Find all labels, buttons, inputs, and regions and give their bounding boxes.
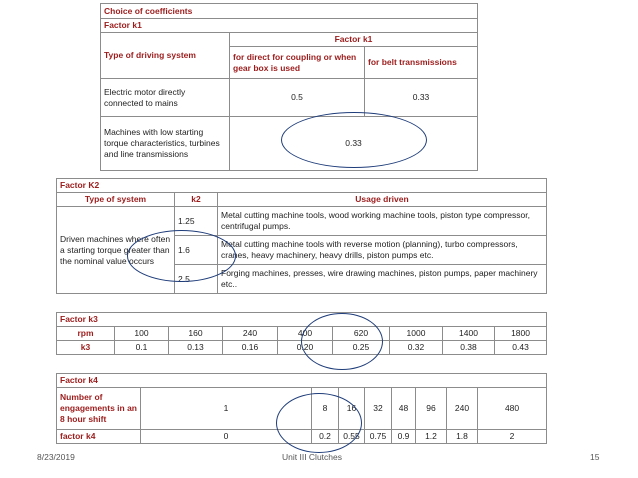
footer-page-number: 15 — [590, 452, 600, 462]
table3-k-cell: 0.25 — [333, 341, 390, 355]
table1-col-direct: for direct for coupling or when gear box is used — [230, 47, 365, 79]
table1-factor-header: Factor k1 — [230, 33, 478, 47]
table3-rpm-label: rpm — [57, 327, 115, 341]
table4-title: Factor k4 — [57, 374, 547, 388]
table2-row-usage: Metal cutting machine tools, wood working machine tools, piston type compressor, centrifugal pumps. — [218, 207, 547, 236]
table3-rpm-cell: 240 — [223, 327, 278, 341]
table3-rpm-cell: 1800 — [495, 327, 547, 341]
table1-row1-direct: 0.5 — [230, 79, 365, 117]
table3-k-label: k3 — [57, 341, 115, 355]
table1-row1-belt: 0.33 — [365, 79, 478, 117]
table2-type-header: Type of system — [57, 193, 175, 207]
table2-usage-header: Usage driven — [218, 193, 547, 207]
factor-k2-table — [56, 178, 547, 294]
table3-k-cell: 0.1 — [115, 341, 169, 355]
table2-row-usage: Metal cutting machine tools with reverse motion (planning), turbo compressors, cranes, heavy machinery, heavy drills, piston pumps etc. — [218, 236, 547, 265]
table1-col-belt: for belt transmissions — [365, 47, 478, 79]
factor-k1-table — [100, 3, 478, 171]
table4-eng-cell: 32 — [365, 388, 392, 430]
table2-k-header: k2 — [175, 193, 218, 207]
table4-k-label: factor k4 — [57, 430, 141, 444]
table1-factor-label: Factor k1 — [101, 19, 478, 33]
table3-k-cell: 0.32 — [390, 341, 443, 355]
table1-title: Choice of coefficients — [101, 4, 478, 19]
table4-k-cell: 0.75 — [365, 430, 392, 444]
table3-k-cell: 0.43 — [495, 341, 547, 355]
table4-k-cell: 1.8 — [447, 430, 478, 444]
table2-row-k: 1.6 — [175, 236, 218, 265]
table4-eng-label: Number of engagements in an 8 hour shift — [57, 388, 141, 430]
table1-type-header: Type of driving system — [101, 33, 230, 79]
table2-row-k: 2.5 — [175, 265, 218, 294]
table3-k-cell: 0.38 — [443, 341, 495, 355]
table1-row2-label: Machines with low starting torque characteristics, turbines and line transmissions — [101, 117, 230, 171]
table4-eng-cell: 8 — [312, 388, 339, 430]
table3-title: Factor k3 — [57, 313, 547, 327]
table4-eng-cell: 96 — [416, 388, 447, 430]
table4-k-cell: 2 — [478, 430, 547, 444]
table4-k-cell: 0.55 — [339, 430, 365, 444]
table3-rpm-cell: 1000 — [390, 327, 443, 341]
table2-row-k: 1.25 — [175, 207, 218, 236]
table4-eng-cell: 240 — [447, 388, 478, 430]
factor-k3-table — [56, 312, 547, 355]
table4-k-cell: 0.9 — [392, 430, 416, 444]
table1-row1-label: Electric motor directly connected to mains — [101, 79, 230, 117]
factor-k4-table — [56, 373, 547, 444]
table3-rpm-cell: 1400 — [443, 327, 495, 341]
table4-eng-cell: 16 — [339, 388, 365, 430]
table4-k-cell: 0 — [141, 430, 312, 444]
footer-center: Unit III Clutches — [282, 452, 342, 462]
table3-rpm-cell: 400 — [278, 327, 333, 341]
table1-row2-value: 0.33 — [230, 117, 478, 171]
table2-row-usage: Forging machines, presses, wire drawing machines, piston pumps, paper machinery etc.. — [218, 265, 547, 294]
footer-date: 8/23/2019 — [37, 452, 75, 462]
table4-k-cell: 1.2 — [416, 430, 447, 444]
table3-k-cell: 0.16 — [223, 341, 278, 355]
table3-rpm-cell: 100 — [115, 327, 169, 341]
table2-system-label: Driven machines where often a starting torque greater than the nominal value occurs — [57, 207, 175, 294]
table4-eng-cell: 480 — [478, 388, 547, 430]
table3-k-cell: 0.20 — [278, 341, 333, 355]
table3-rpm-cell: 620 — [333, 327, 390, 341]
table3-rpm-cell: 160 — [169, 327, 223, 341]
table2-title: Factor K2 — [57, 179, 547, 193]
table4-eng-cell: 48 — [392, 388, 416, 430]
table4-eng-cell: 1 — [141, 388, 312, 430]
table3-k-cell: 0.13 — [169, 341, 223, 355]
table4-k-cell: 0.2 — [312, 430, 339, 444]
